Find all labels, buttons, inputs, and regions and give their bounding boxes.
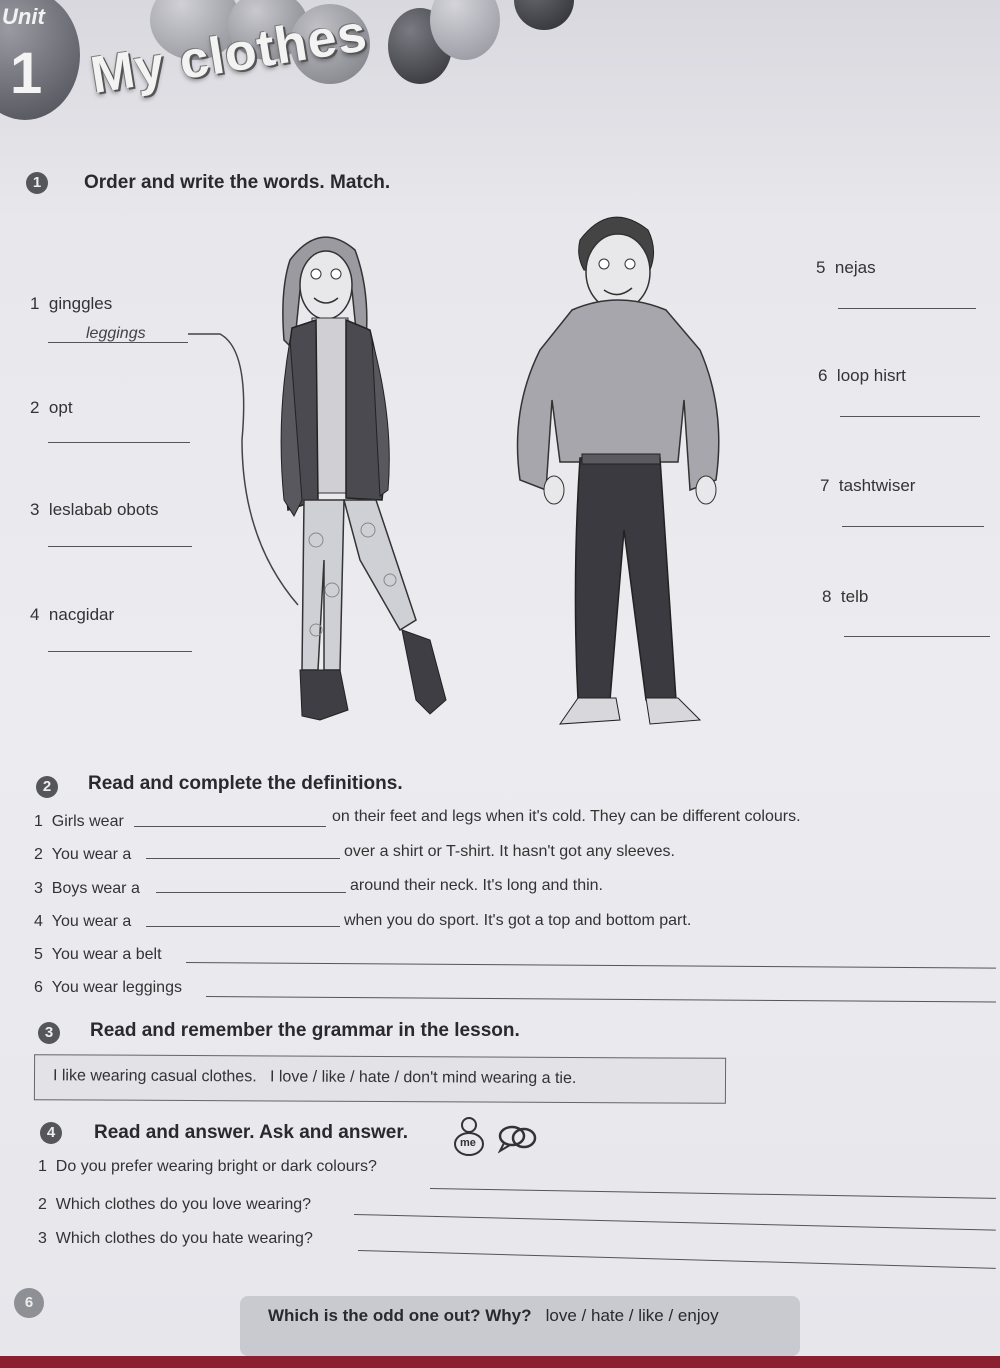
definition-rest-4: when you do sport. It's got a top and bottom part. (344, 912, 692, 929)
definition-row: 6 You wear leggings (34, 979, 182, 996)
girl-figure (281, 237, 446, 720)
definition-row: 5 You wear a belt (34, 946, 162, 963)
definition-row: 3 Boys wear a (34, 880, 140, 897)
answer-line-q2[interactable] (354, 1214, 996, 1231)
question-row: 2 Which clothes do you love wearing? (38, 1196, 312, 1213)
table-edge (0, 1356, 1000, 1368)
odd-one-out-question: Which is the odd one out? Why? (268, 1306, 532, 1325)
boy-figure (518, 217, 719, 724)
unit-label: Unit (2, 4, 45, 29)
answer-line-8[interactable] (844, 636, 990, 637)
definition-row: 1 Girls wear (34, 813, 124, 830)
exercise-4-instruction: Read and answer. Ask and answer. (94, 1122, 408, 1143)
answer-line-q3[interactable] (358, 1250, 996, 1269)
exercise-2-instruction: Read and complete the definitions. (88, 773, 403, 794)
definition-rest-1: on their feet and legs when it's cold. They can be different colours. (332, 808, 801, 825)
grammar-box (34, 1054, 726, 1104)
odd-one-out-options: love / hate / like / enjoy (545, 1306, 719, 1325)
definition-blank-5[interactable] (186, 962, 996, 969)
me-icon (452, 1116, 486, 1156)
unit-number: 1 (10, 41, 43, 106)
answer-line-6[interactable] (840, 416, 980, 417)
definition-row: 2 You wear a (34, 846, 132, 863)
answer-text-1: leggings (86, 325, 146, 342)
exercise-2-number: 2 (36, 776, 58, 798)
word-item-3: 3 leslabab obots (30, 500, 159, 519)
odd-one-out-text (268, 1306, 719, 1326)
page-title: My clothes (86, 4, 372, 106)
exercise-3-instruction: Read and remember the grammar in the lesson. (90, 1020, 520, 1041)
definition-rest-3: around their neck. It's long and thin. (350, 877, 603, 894)
definition-blank-3[interactable] (156, 892, 346, 893)
exercise-4-number: 4 (40, 1122, 62, 1144)
word-item-2: 2 opt (30, 398, 73, 417)
clothes-illustration (180, 200, 800, 740)
answer-line-q1[interactable] (430, 1188, 996, 1199)
page-number: 6 (14, 1288, 44, 1318)
answer-line-4[interactable] (48, 651, 192, 652)
answer-line-7[interactable] (842, 526, 984, 527)
grammar-example-1: I like wearing casual clothes. (52, 1067, 257, 1086)
word-item-7: 7 tashtwiser (820, 476, 916, 495)
question-row: 1 Do you prefer wearing bright or dark colours? (38, 1158, 377, 1175)
exercise-1-number: 1 (26, 172, 48, 194)
word-item-5: 5 nejas (816, 258, 876, 277)
word-item-4: 4 nacgidar (30, 605, 115, 624)
word-item-6: 6 loop hisrt (818, 366, 906, 385)
word-item-8: 8 telb (822, 587, 869, 606)
definition-row: 4 You wear a (34, 913, 132, 930)
grammar-text (53, 1067, 576, 1088)
answer-line-5[interactable] (838, 308, 976, 309)
grammar-example-2: I love / like / hate / don't mind wearing a tie. (269, 1068, 577, 1088)
definition-rest-2: over a shirt or T-shirt. It hasn't got any sleeves. (344, 843, 675, 860)
speech-bubbles-icon (498, 1124, 538, 1154)
word-item-1: 1 ginggles (30, 294, 113, 313)
definition-blank-6[interactable] (206, 996, 996, 1003)
definition-blank-1[interactable] (134, 826, 326, 827)
me-label: me (460, 1137, 476, 1149)
definition-blank-4[interactable] (146, 926, 340, 927)
answer-line-2[interactable] (48, 442, 190, 443)
exercise-1-instruction: Order and write the words. Match. (84, 172, 391, 193)
odd-one-out-bar (240, 1296, 800, 1356)
definition-blank-2[interactable] (146, 858, 340, 859)
answer-line-3[interactable] (48, 546, 192, 547)
question-row: 3 Which clothes do you hate wearing? (38, 1230, 313, 1247)
exercise-3-number: 3 (38, 1022, 60, 1044)
